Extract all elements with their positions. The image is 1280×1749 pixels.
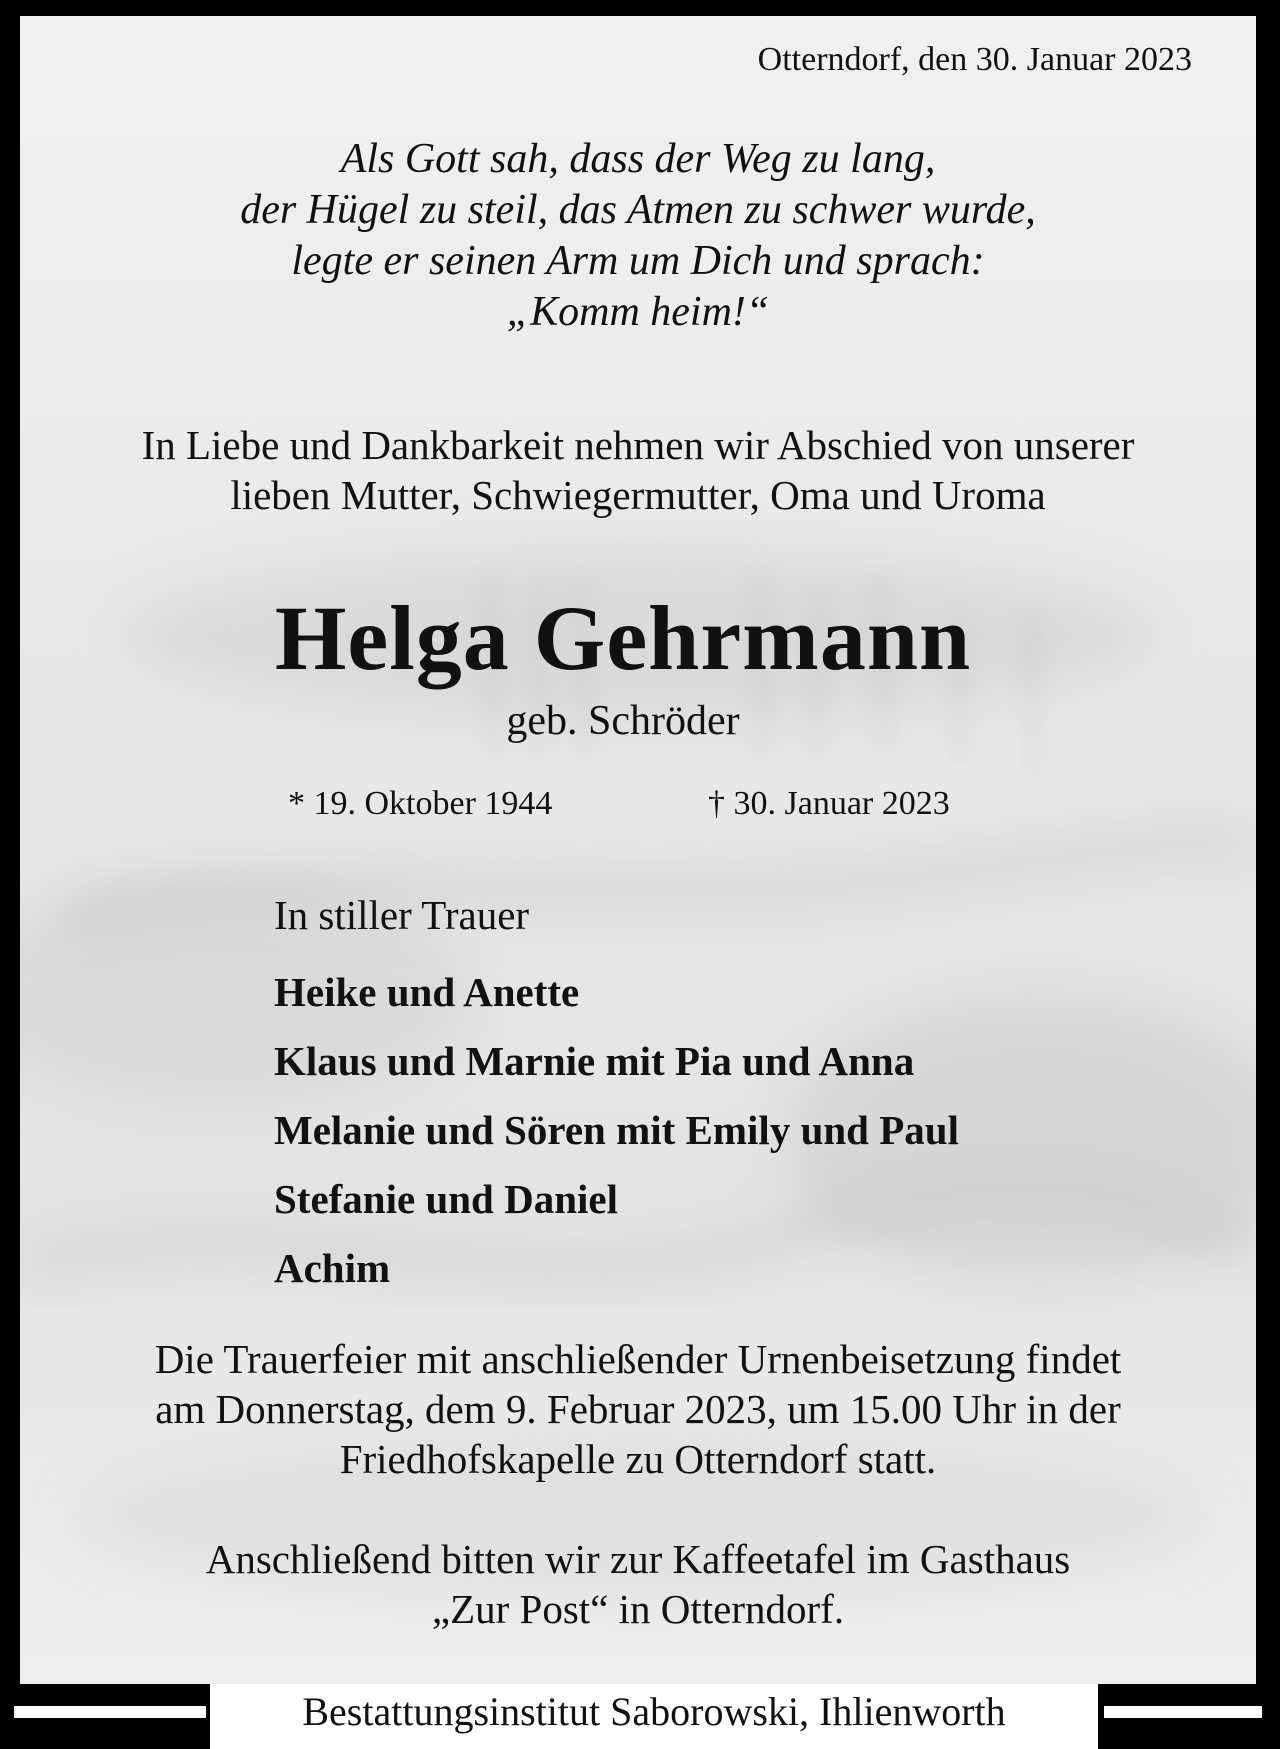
- mourner-entry: Klaus und Marnie mit Pia und Anna: [274, 1038, 915, 1084]
- coffee-line: „Zur Post“ in Otterndorf.: [431, 1586, 845, 1632]
- mourner-entry: Heike und Anette: [274, 969, 580, 1015]
- verse-line: legte er seinen Arm um Dich und sprach:: [291, 238, 985, 284]
- notice-content: [20, 16, 1256, 1684]
- mourners-intro: In stiller Trauer: [274, 892, 530, 938]
- coffee-invitation: [20, 1534, 1256, 1634]
- ceremony-details: [20, 1334, 1256, 1484]
- mourners-list: [274, 890, 959, 1303]
- ceremony-line: Die Trauerfeier mit anschließender Urnenbeisetzung findet: [154, 1336, 1122, 1382]
- mourner-entry: Achim: [274, 1245, 391, 1291]
- farewell-intro: [20, 420, 1256, 520]
- intro-line: lieben Mutter, Schwiegermutter, Oma und Uroma: [230, 472, 1046, 518]
- deceased-name: Helga Gehrmann: [274, 587, 972, 689]
- ceremony-line: Friedhofskapelle zu Otterndorf statt.: [339, 1436, 937, 1482]
- maiden-name: geb. Schröder: [506, 698, 740, 744]
- mourner-entry: Stefanie und Daniel: [274, 1176, 618, 1222]
- ceremony-line: am Donnerstag, dem 9. Februar 2023, um 15.00 Uhr in der: [155, 1386, 1121, 1432]
- funeral-home-name: Bestattungsinstitut Saborowski, Ihlienworth: [210, 1684, 1098, 1749]
- birth-date: * 19. Oktober 1944: [288, 785, 553, 822]
- obituary-notice: [20, 16, 1256, 1684]
- verse: [20, 134, 1256, 338]
- verse-line: der Hügel zu steil, das Atmen zu schwer wurde,: [240, 187, 1036, 233]
- footer-rule-left: [14, 1706, 206, 1718]
- footer: [0, 1684, 1280, 1749]
- mourner-entry: Melanie und Sören mit Emily und Paul: [274, 1107, 959, 1153]
- death-date: † 30. Januar 2023: [708, 785, 950, 822]
- verse-line: Als Gott sah, dass der Weg zu lang,: [340, 136, 936, 182]
- verse-line: „Komm heim!“: [506, 289, 770, 335]
- place-date: Otterndorf, den 30. Januar 2023: [757, 41, 1192, 78]
- coffee-line: Anschließend bitten wir zur Kaffeetafel im Gasthaus: [205, 1536, 1071, 1582]
- footer-rule-right: [1104, 1706, 1262, 1718]
- intro-line: In Liebe und Dankbarkeit nehmen wir Abschied von unserer: [141, 422, 1135, 468]
